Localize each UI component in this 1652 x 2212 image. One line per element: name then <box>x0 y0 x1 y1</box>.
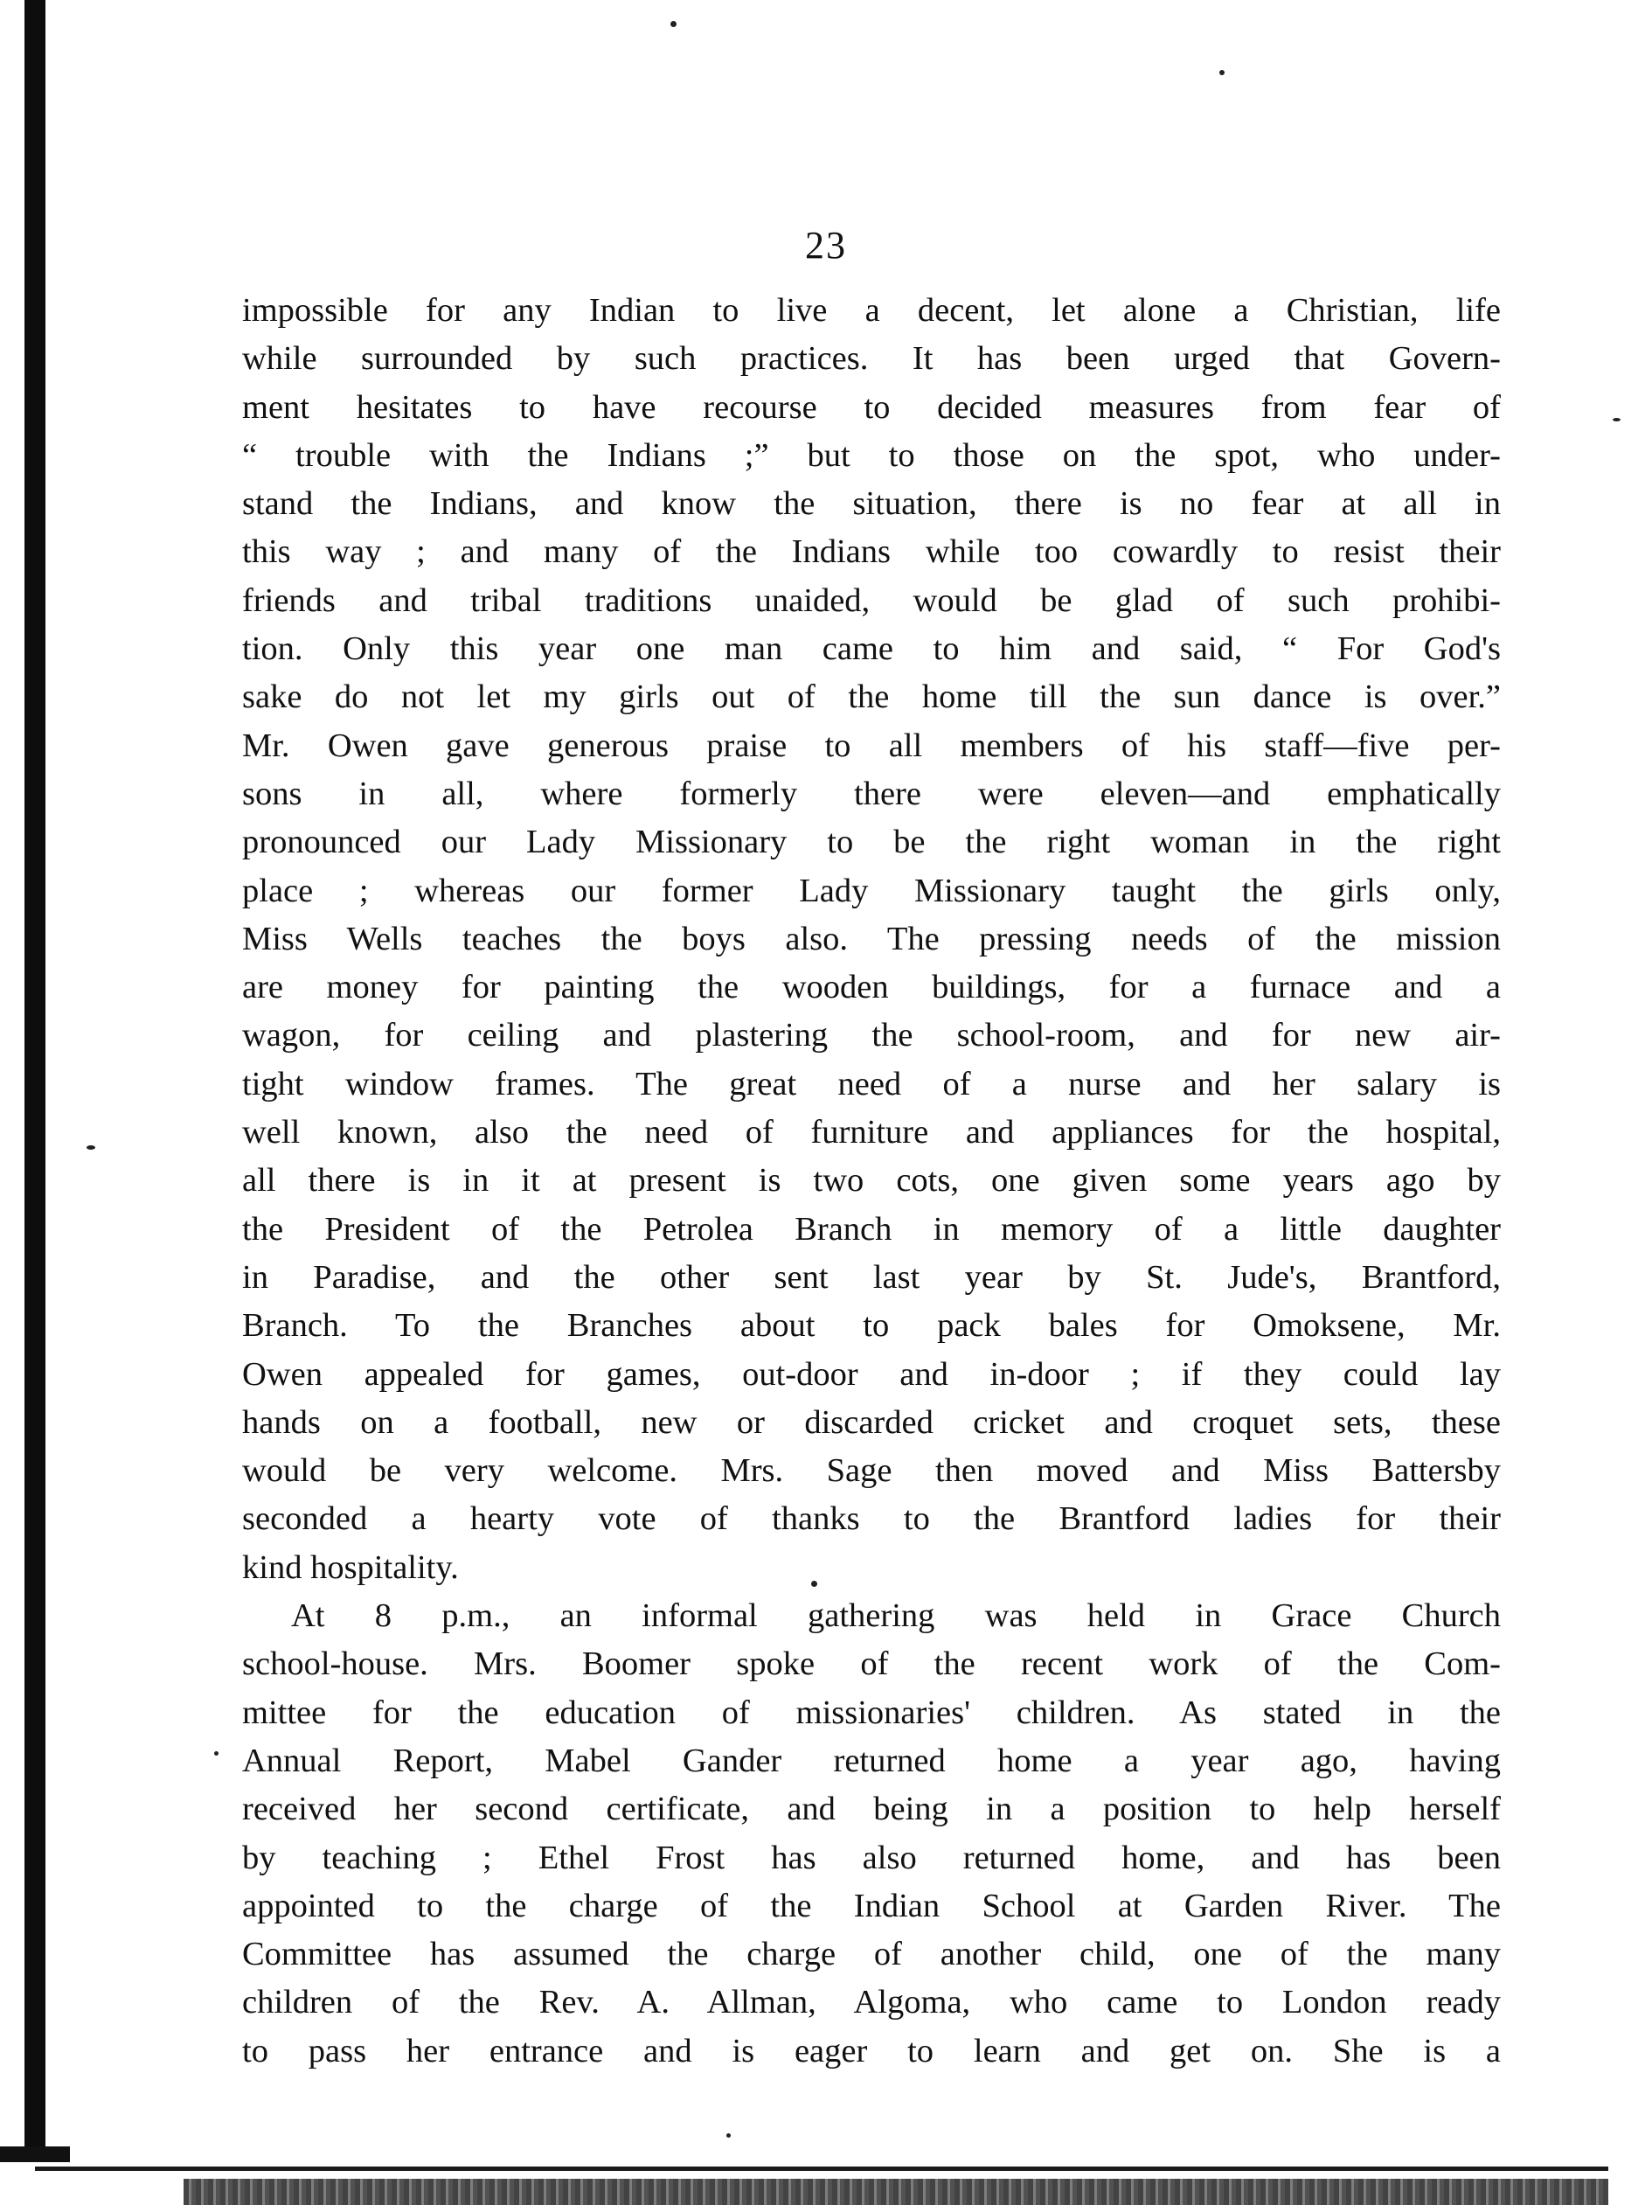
scan-speck <box>1219 70 1225 75</box>
scan-speck <box>1613 418 1621 421</box>
text-line: seconded a hearty vote of thanks to the Brantford ladies for their <box>242 1500 1501 1538</box>
text-line: school-house. Mrs. Boomer spoke of the recent work of the Com- <box>242 1645 1501 1683</box>
scan-speck <box>726 2133 731 2138</box>
text-line: stand the Indians, and know the situation, there is no fear at all in <box>242 485 1501 523</box>
text-line: Annual Report, Mabel Gander returned home a year ago, having <box>242 1742 1501 1779</box>
text-line: ment hesitates to have recourse to decided measures from fear of <box>242 388 1501 426</box>
text-line: well known, also the need of furniture and appliances for the hospital, <box>242 1114 1501 1151</box>
page-number: 23 <box>805 224 847 267</box>
text-line: by teaching ; Ethel Frost has also returned home, and has been <box>242 1839 1501 1876</box>
body-text <box>242 287 1501 2076</box>
text-line: tight window frames. The great need of a nurse and her salary is <box>242 1065 1501 1103</box>
scan-speck <box>670 21 677 27</box>
text-line: pronounced our Lady Missionary to be the right woman in the right <box>242 824 1501 861</box>
text-line: children of the Rev. A. Allman, Algoma, who came to London ready <box>242 1984 1501 2021</box>
text-line: this way ; and many of the Indians while too cowardly to resist their <box>242 533 1501 571</box>
text-line: sons in all, where formerly there were eleven—and emphatically <box>242 775 1501 812</box>
text-line: “ trouble with the Indians ;” but to those on the spot, who under- <box>242 436 1501 474</box>
text-line: to pass her entrance and is eager to learn and get on. She is a <box>242 2032 1501 2069</box>
text-line: friends and tribal traditions unaided, would be glad of such prohibi- <box>242 581 1501 619</box>
text-line: appointed to the charge of the Indian School at Garden River. The <box>242 1887 1501 1924</box>
scan-binding-edge <box>24 0 45 2160</box>
text-line: would be very welcome. Mrs. Sage then moved and Miss Battersby <box>242 1452 1501 1490</box>
text-line: sake do not let my girls out of the home till the sun dance is over.” <box>242 678 1501 716</box>
text-line: At 8 p.m., an informal gathering was held in Grace Church <box>291 1597 1501 1635</box>
scan-bottom-rule <box>35 2167 1608 2171</box>
text-line: received her second certificate, and being in a position to help herself <box>242 1791 1501 1828</box>
text-line: are money for painting the wooden buildings, for a furnace and a <box>242 969 1501 1006</box>
text-line: place ; whereas our former Lady Missionary taught the girls only, <box>242 872 1501 909</box>
text-line: Mr. Owen gave generous praise to all members of his staff—five per- <box>242 727 1501 764</box>
text-line: all there is in it at present is two cots, one given some years ago by <box>242 1162 1501 1200</box>
text-line: kind hospitality. <box>242 1548 459 1586</box>
text-line: tion. Only this year one man came to him and said, “ For God's <box>242 630 1501 668</box>
text-line: hands on a football, new or discarded cricket and croquet sets, these <box>242 1403 1501 1441</box>
scan-bottom-edge <box>184 2179 1608 2205</box>
scan-speck <box>87 1145 95 1150</box>
text-line: Committee has assumed the charge of another child, one of the many <box>242 1936 1501 1973</box>
text-line: the President of the Petrolea Branch in memory of a little daughter <box>242 1210 1501 1248</box>
text-line: Owen appealed for games, out-door and in-door ; if they could lay <box>242 1355 1501 1393</box>
text-line: Miss Wells teaches the boys also. The pressing needs of the mission <box>242 920 1501 957</box>
text-line: while surrounded by such practices. It has been urged that Govern- <box>242 340 1501 378</box>
text-line: mittee for the education of missionaries' children. As stated in the <box>242 1694 1501 1731</box>
text-line: in Paradise, and the other sent last year by St. Jude's, Brantford, <box>242 1258 1501 1296</box>
text-line: Branch. To the Branches about to pack bales for Omoksene, Mr. <box>242 1307 1501 1345</box>
scan-binding-foot <box>0 2146 70 2162</box>
scan-speck <box>214 1751 219 1756</box>
text-line: impossible for any Indian to live a decent, let alone a Christian, life <box>242 292 1501 329</box>
text-line: wagon, for ceiling and plastering the school-room, and for new air- <box>242 1017 1501 1054</box>
